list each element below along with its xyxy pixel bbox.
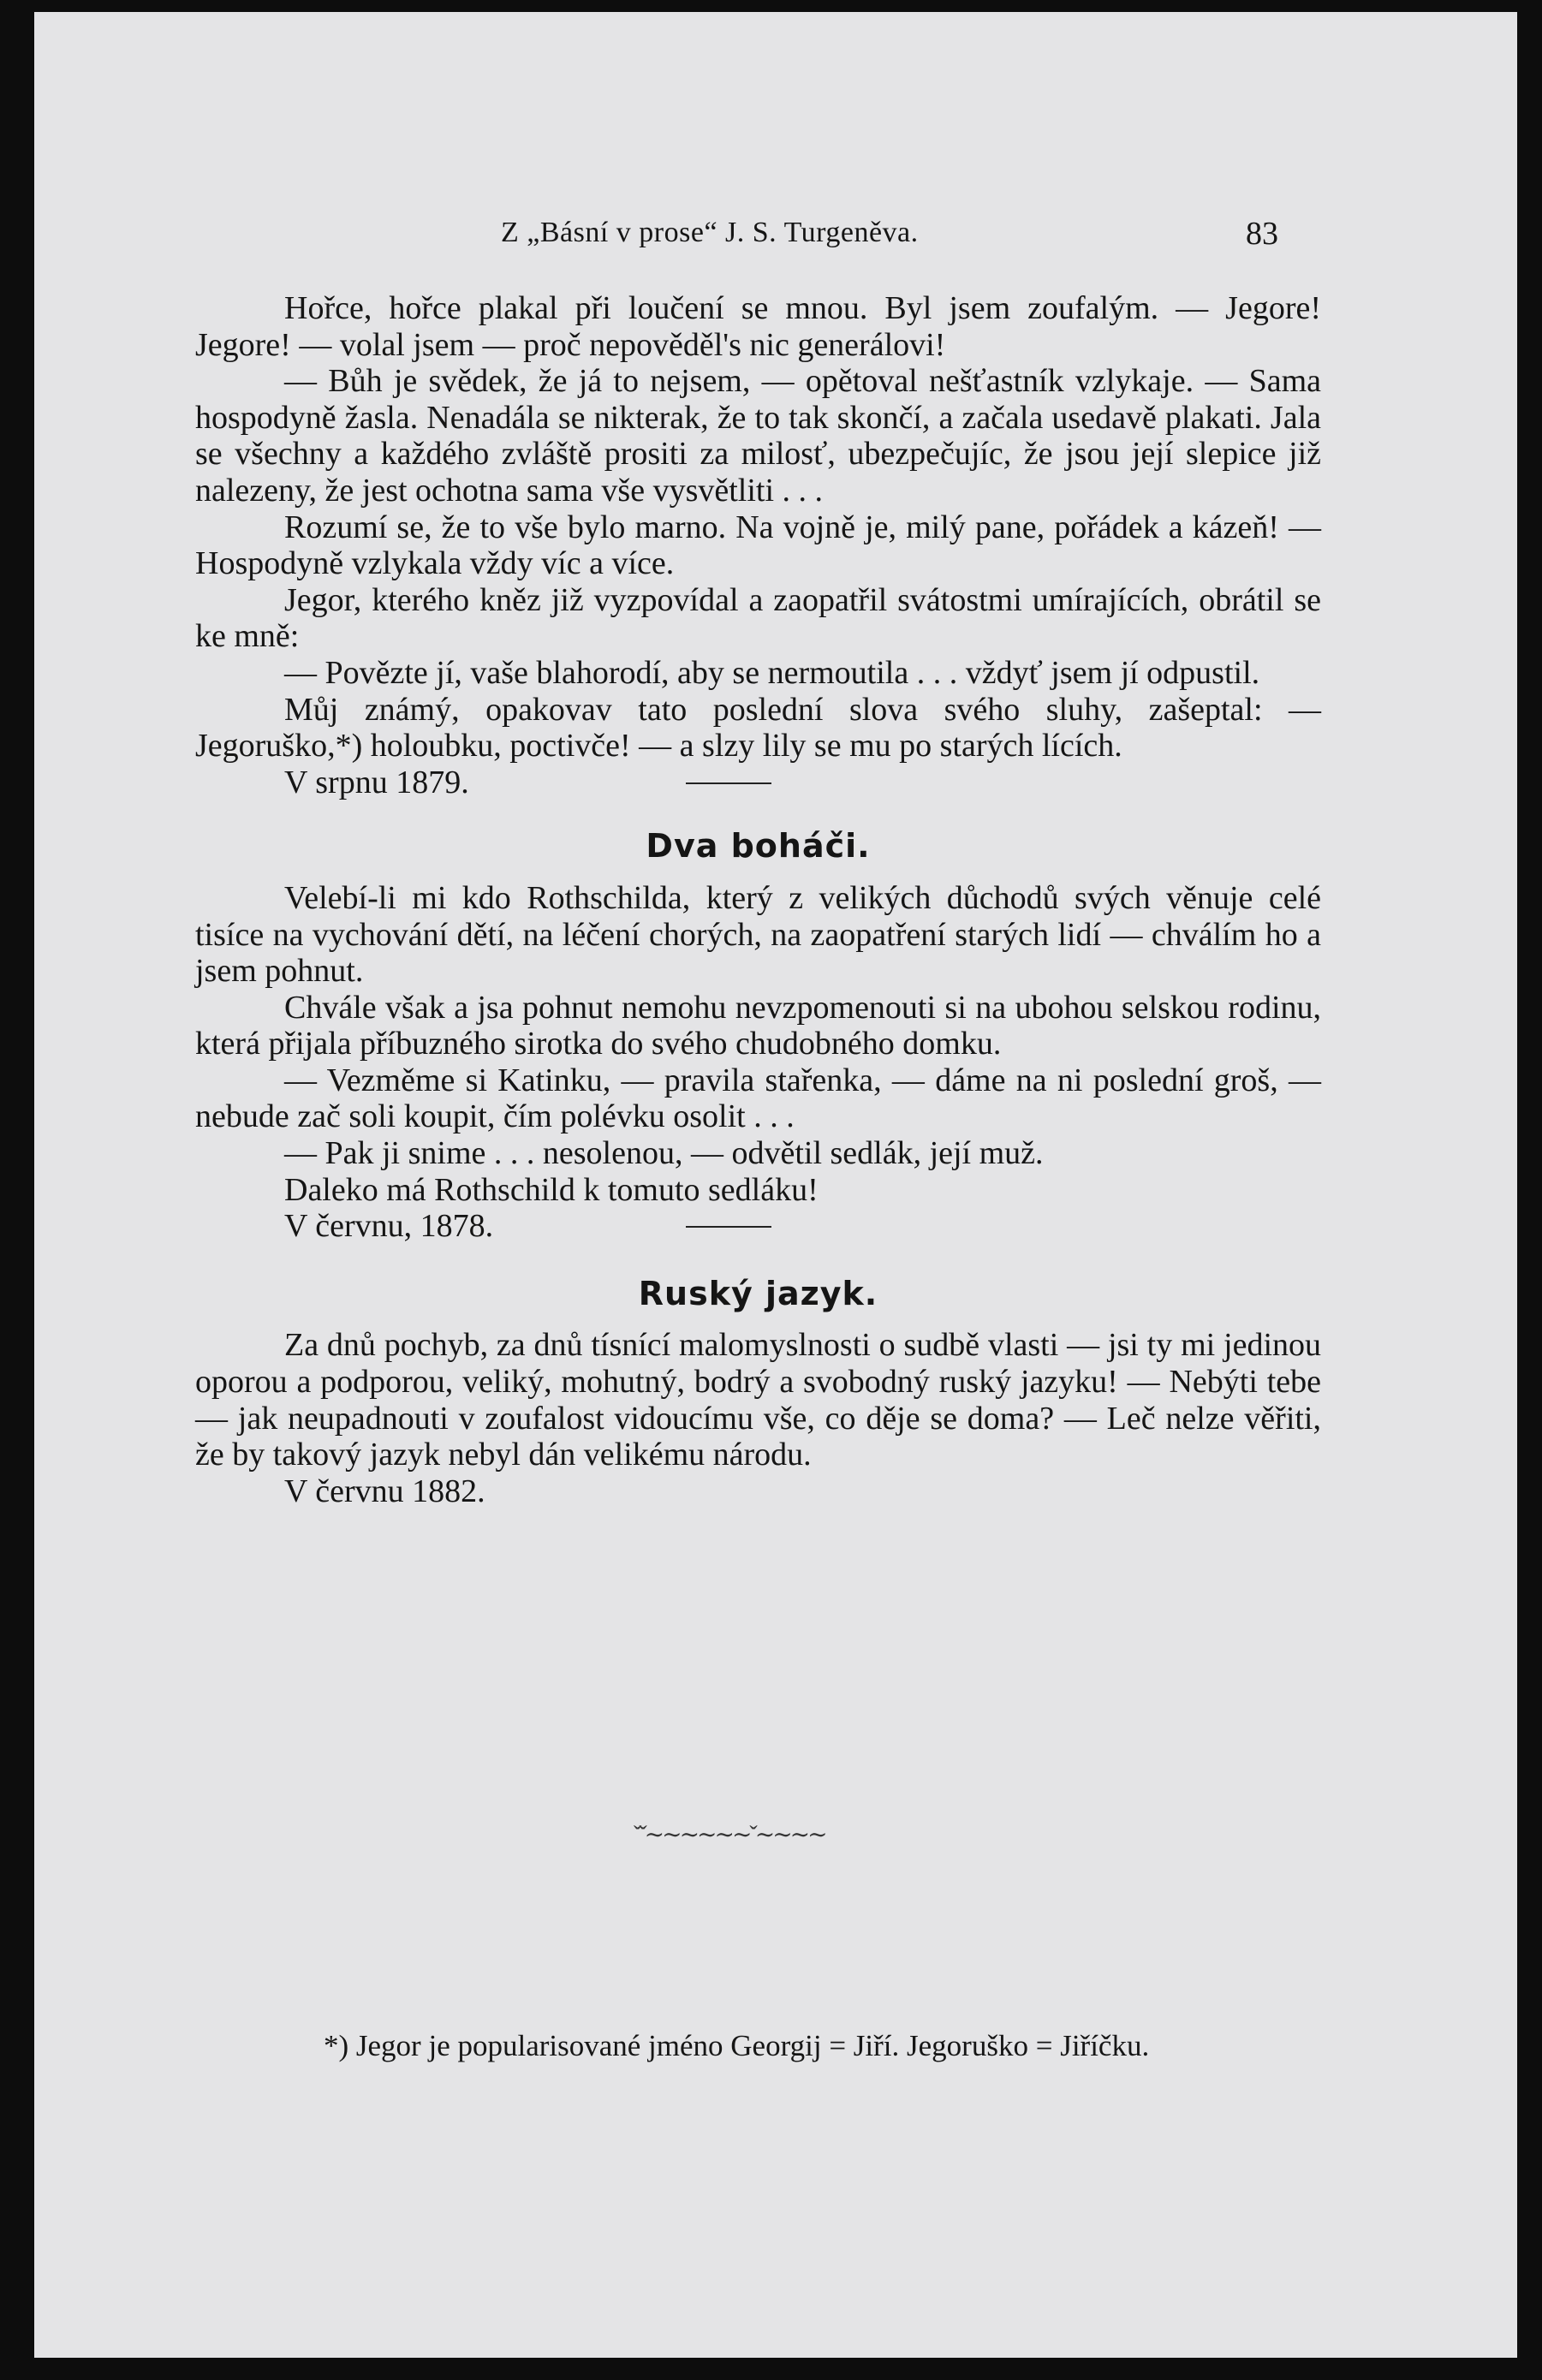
main-text	[195, 290, 1321, 1509]
footnote: *) Jegor je popularisované jméno Georgij = Jiří. Jegoruško = Jiříčku.	[324, 2029, 1150, 2062]
section-divider	[686, 782, 771, 784]
section-title: Ruský jazyk.	[638, 1274, 878, 1312]
section-dva-bohaci	[195, 880, 1321, 1245]
date-text: V srpnu 1879.	[284, 764, 469, 800]
page-header	[34, 205, 1517, 256]
book-page	[34, 12, 1517, 2358]
date-text: V červnu, 1878.	[284, 1208, 494, 1245]
paragraph: — Bůh je svědek, že já to nejsem, — opětoval nešťastník vzlykaje. — Sama hospodyně žasla. Nenadála se nikterak, že to tak skončí, a začala usedavě plakati. Jala se všechny a každého zvláště prositi za milosť, ubezpečujíc, že jsou její slepice již nalezeny, že jest ochotna sama vše vysvětliti . . .	[195, 363, 1321, 509]
paragraph: Velebí-li mi kdo Rothschilda, který z velikých důchodů svých věnuje celé tisíce na vychování dětí, na léčení chorých, na zaopatření starých lidí — chválím ho a jsem pohnut.	[195, 879, 1321, 990]
paragraph: — Pak ji snime . . . nesolenou, — odvětil sedlák, její muž.	[284, 1135, 1044, 1172]
paragraph: Chvále však a jsa pohnut nemohu nevzpomenouti si na ubohou selskou rodinu, která přijala příbuzného sirotka do svého chudobného domku.	[195, 989, 1321, 1062]
section-divider	[686, 1226, 771, 1228]
paragraph: Hořce, hořce plakal při loučení se mnou. Byl jsem zoufalým. — Jegore! Jegore! — volal jsem — proč nepověděl's nic generálovi!	[195, 290, 1321, 363]
date-line	[195, 1473, 1321, 1510]
date-line	[195, 765, 1321, 801]
paragraph: Jegor, kterého kněz již vyzpovídal a zaopatřil svátostmi umírajících, obrátil se ke mně:	[195, 581, 1321, 655]
date-line	[195, 1208, 1321, 1245]
page-number: 83	[1246, 216, 1278, 252]
running-title: Z „Básní v prose“ J. S. Turgeněva.	[501, 217, 919, 248]
section-continued-story	[195, 290, 1321, 800]
section-title: Dva boháči.	[646, 827, 871, 866]
section-rusky-jazyk	[195, 1327, 1321, 1509]
paragraph: Za dnů pochyb, za dnů tísnící malomyslnosti o sudbě vlasti — jsi ty mi jedinou oporou a podporou, veliký, mohutný, bodrý a svobodný ruský jazyku! — Nebýti tebe — jak neupadnouti v zoufalost vidoucímu vše, co děje se doma? — Leč nelze věřiti, že by takový jazyk nebyl dán velikému národu.	[195, 1327, 1321, 1473]
ornament-divider: ˇˇ∼∼∼∼∼∼ˇ∼∼∼∼	[634, 1822, 825, 1848]
date-text: V červnu 1882.	[284, 1473, 485, 1509]
paragraph: Můj známý, opakovav tato poslední slova svého sluhy, zašeptal: — Jegoruško,*) holoubku, poctivče! — a slzy lily se mu po starých lících.	[195, 691, 1321, 765]
paragraph: — Povězte jí, vaše blahorodí, aby se nermoutila . . . vždyť jsem jí odpustil.	[284, 654, 1260, 691]
paragraph: — Vezměme si Katinku, — pravila stařenka, — dáme na ni poslední groš, — nebude zač soli koupit, čím polévku osolit . . .	[195, 1062, 1321, 1135]
paragraph: Daleko má Rothschild k tomuto sedláku!	[284, 1171, 819, 1208]
paragraph: Rozumí se, že to vše bylo marno. Na vojně je, milý pane, pořádek a kázeň! — Hospodyně vzlykala vždy víc a více.	[195, 509, 1321, 582]
